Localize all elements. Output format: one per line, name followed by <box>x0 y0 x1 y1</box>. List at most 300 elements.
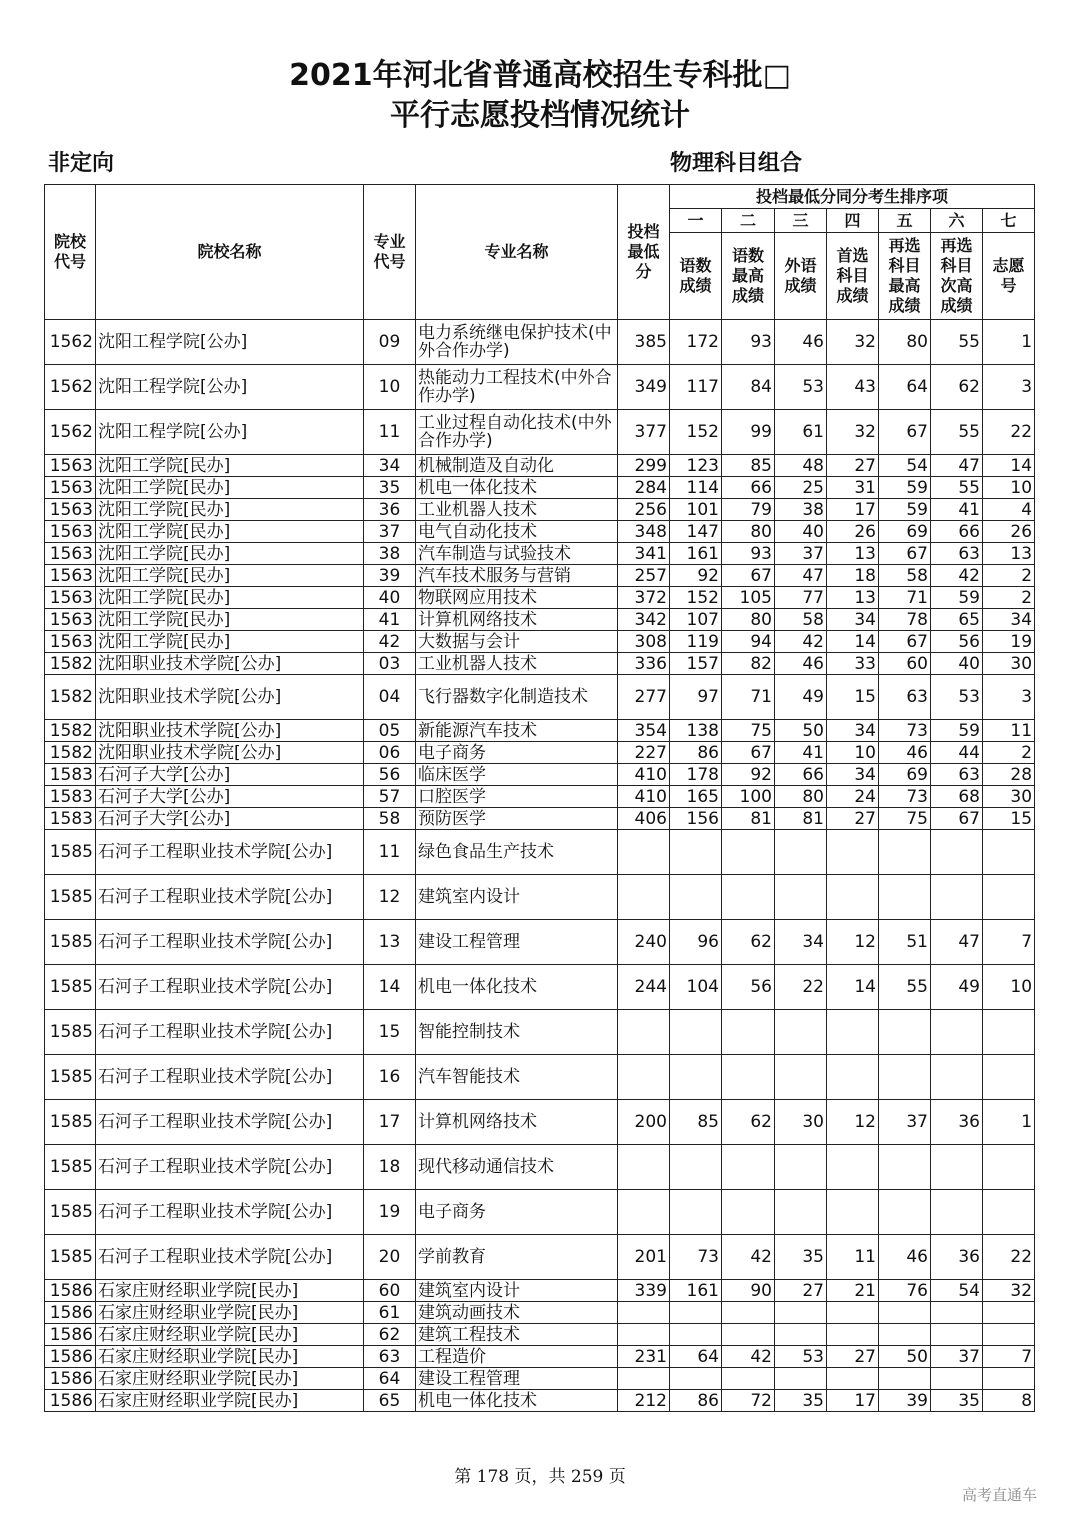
school-name-cell: 沈阳工学院[民办] <box>96 499 364 521</box>
table-row <box>45 1235 1035 1280</box>
score-cell: 50 <box>775 720 827 742</box>
school-code-cell: 1583 <box>45 786 96 808</box>
major-code-cell: 10 <box>364 365 416 410</box>
score-cell: 73 <box>879 786 931 808</box>
score-cell: 48 <box>775 455 827 477</box>
major-name-cell: 建设工程管理 <box>416 920 618 965</box>
major-code-cell: 38 <box>364 543 416 565</box>
score-cell <box>775 830 827 875</box>
score-cell <box>931 1302 983 1324</box>
score-cell: 178 <box>670 764 722 786</box>
header-school-name: 院校名称 <box>96 185 364 320</box>
score-cell: 19 <box>983 631 1035 653</box>
school-name-cell: 石家庄财经职业学院[民办] <box>96 1368 364 1390</box>
table-row <box>45 653 1035 675</box>
score-cell: 41 <box>931 499 983 521</box>
table-row <box>45 521 1035 543</box>
school-code-cell: 1563 <box>45 587 96 609</box>
score-cell <box>931 1010 983 1055</box>
score-cell: 161 <box>670 1280 722 1302</box>
score-cell <box>618 830 670 875</box>
major-name-cell: 口腔医学 <box>416 786 618 808</box>
school-code-cell: 1586 <box>45 1302 96 1324</box>
major-name-cell: 建筑工程技术 <box>416 1324 618 1346</box>
table-row <box>45 742 1035 764</box>
header-item-7: 志愿号 <box>983 233 1035 320</box>
school-name-cell: 沈阳工学院[民办] <box>96 609 364 631</box>
score-cell: 34 <box>827 720 879 742</box>
score-cell: 165 <box>670 786 722 808</box>
school-name-cell: 沈阳职业技术学院[公办] <box>96 653 364 675</box>
score-cell: 82 <box>722 653 775 675</box>
school-name-cell: 沈阳工学院[民办] <box>96 543 364 565</box>
table-row <box>45 764 1035 786</box>
school-name-cell: 石河子工程职业技术学院[公办] <box>96 875 364 920</box>
score-cell: 67 <box>879 410 931 455</box>
score-cell: 336 <box>618 653 670 675</box>
score-cell: 13 <box>827 587 879 609</box>
table-row <box>45 965 1035 1010</box>
score-cell <box>722 830 775 875</box>
score-cell: 86 <box>670 1390 722 1412</box>
score-cell: 34 <box>827 609 879 631</box>
score-cell <box>722 1368 775 1390</box>
school-name-cell: 沈阳工学院[民办] <box>96 565 364 587</box>
score-cell <box>618 1324 670 1346</box>
score-cell: 22 <box>775 965 827 1010</box>
score-cell: 152 <box>670 410 722 455</box>
score-cell: 73 <box>670 1235 722 1280</box>
score-cell <box>827 830 879 875</box>
score-cell: 24 <box>827 786 879 808</box>
major-name-cell: 工业机器人技术 <box>416 653 618 675</box>
score-cell: 10 <box>983 965 1035 1010</box>
score-cell <box>722 1302 775 1324</box>
score-cell: 47 <box>775 565 827 587</box>
major-code-cell: 63 <box>364 1346 416 1368</box>
school-name-cell: 沈阳职业技术学院[公办] <box>96 720 364 742</box>
major-code-cell: 16 <box>364 1055 416 1100</box>
score-cell <box>827 1055 879 1100</box>
score-cell <box>618 1145 670 1190</box>
score-cell <box>983 1368 1035 1390</box>
school-code-cell: 1582 <box>45 675 96 720</box>
score-cell: 15 <box>827 675 879 720</box>
score-cell <box>983 1190 1035 1235</box>
score-cell: 372 <box>618 587 670 609</box>
score-cell <box>983 830 1035 875</box>
score-cell: 32 <box>827 410 879 455</box>
table-row <box>45 720 1035 742</box>
major-name-cell: 工业过程自动化技术(中外合作办学) <box>416 410 618 455</box>
watermark: 高考直通车 <box>962 1486 1038 1504</box>
score-cell: 172 <box>670 320 722 365</box>
score-cell: 38 <box>775 499 827 521</box>
school-code-cell: 1585 <box>45 830 96 875</box>
score-cell: 99 <box>722 410 775 455</box>
school-code-cell: 1585 <box>45 1190 96 1235</box>
score-cell: 80 <box>722 609 775 631</box>
score-cell: 35 <box>775 1235 827 1280</box>
major-code-cell: 62 <box>364 1324 416 1346</box>
score-cell: 21 <box>827 1280 879 1302</box>
score-cell: 81 <box>722 808 775 830</box>
score-cell: 68 <box>931 786 983 808</box>
page-title-line2: 平行志愿投档情况统计 <box>390 98 690 133</box>
score-cell: 14 <box>827 631 879 653</box>
score-cell <box>618 1055 670 1100</box>
score-cell <box>670 1190 722 1235</box>
score-cell <box>618 1302 670 1324</box>
score-cell: 42 <box>722 1346 775 1368</box>
major-code-cell: 12 <box>364 875 416 920</box>
score-cell <box>722 1190 775 1235</box>
score-cell <box>722 875 775 920</box>
school-code-cell: 1563 <box>45 499 96 521</box>
score-cell: 36 <box>931 1235 983 1280</box>
score-cell <box>931 1368 983 1390</box>
score-cell: 104 <box>670 965 722 1010</box>
score-cell: 17 <box>827 1390 879 1412</box>
score-cell: 26 <box>983 521 1035 543</box>
major-name-cell: 电力系统继电保护技术(中外合作办学) <box>416 320 618 365</box>
score-cell <box>983 1324 1035 1346</box>
school-name-cell: 沈阳工程学院[公办] <box>96 410 364 455</box>
score-cell: 37 <box>879 1100 931 1145</box>
score-cell: 212 <box>618 1390 670 1412</box>
score-cell: 81 <box>775 808 827 830</box>
score-cell <box>827 875 879 920</box>
score-cell <box>775 1055 827 1100</box>
score-cell <box>879 1055 931 1100</box>
score-cell: 66 <box>722 477 775 499</box>
major-name-cell: 汽车智能技术 <box>416 1055 618 1100</box>
school-code-cell: 1585 <box>45 1145 96 1190</box>
score-cell: 34 <box>983 609 1035 631</box>
table-row <box>45 631 1035 653</box>
score-cell <box>670 1368 722 1390</box>
school-name-cell: 石河子大学[公办] <box>96 808 364 830</box>
score-cell: 100 <box>722 786 775 808</box>
major-code-cell: 36 <box>364 499 416 521</box>
header-tiebreak-group: 投档最低分同分考生排序项 <box>670 185 1035 209</box>
school-name-cell: 沈阳工学院[民办] <box>96 587 364 609</box>
admission-table <box>44 184 1035 1412</box>
major-name-cell: 现代移动通信技术 <box>416 1145 618 1190</box>
score-cell: 101 <box>670 499 722 521</box>
school-code-cell: 1563 <box>45 565 96 587</box>
table-row <box>45 1190 1035 1235</box>
school-code-cell: 1563 <box>45 477 96 499</box>
score-cell <box>775 1302 827 1324</box>
score-cell: 47 <box>931 920 983 965</box>
score-cell <box>775 1190 827 1235</box>
score-cell: 62 <box>931 365 983 410</box>
score-cell: 78 <box>879 609 931 631</box>
score-cell: 73 <box>879 720 931 742</box>
score-cell: 156 <box>670 808 722 830</box>
major-name-cell: 计算机网络技术 <box>416 1100 618 1145</box>
score-cell <box>931 830 983 875</box>
score-cell: 46 <box>879 1235 931 1280</box>
major-code-cell: 58 <box>364 808 416 830</box>
score-cell: 406 <box>618 808 670 830</box>
major-code-cell: 65 <box>364 1390 416 1412</box>
score-cell: 67 <box>879 631 931 653</box>
score-cell: 75 <box>879 808 931 830</box>
school-code-cell: 1586 <box>45 1324 96 1346</box>
school-code-cell: 1582 <box>45 653 96 675</box>
major-name-cell: 机械制造及自动化 <box>416 455 618 477</box>
score-cell: 97 <box>670 675 722 720</box>
major-name-cell: 建筑室内设计 <box>416 875 618 920</box>
score-cell: 92 <box>722 764 775 786</box>
score-cell <box>879 1324 931 1346</box>
score-cell: 46 <box>775 653 827 675</box>
school-code-cell: 1563 <box>45 455 96 477</box>
score-cell: 231 <box>618 1346 670 1368</box>
school-name-cell: 石河子大学[公办] <box>96 764 364 786</box>
score-cell: 41 <box>775 742 827 764</box>
school-name-cell: 石河子工程职业技术学院[公办] <box>96 1055 364 1100</box>
score-cell: 67 <box>722 742 775 764</box>
score-cell: 284 <box>618 477 670 499</box>
school-code-cell: 1586 <box>45 1280 96 1302</box>
score-cell: 14 <box>827 965 879 1010</box>
header-order-6: 六 <box>931 209 983 233</box>
score-cell: 64 <box>879 365 931 410</box>
header-order-3: 三 <box>775 209 827 233</box>
score-cell: 46 <box>879 742 931 764</box>
major-code-cell: 42 <box>364 631 416 653</box>
score-cell: 10 <box>827 742 879 764</box>
school-name-cell: 石河子工程职业技术学院[公办] <box>96 1010 364 1055</box>
subject-combination-label: 物理科目组合 <box>670 151 803 176</box>
major-name-cell: 机电一体化技术 <box>416 1390 618 1412</box>
score-cell: 26 <box>827 521 879 543</box>
score-cell: 93 <box>722 320 775 365</box>
score-cell <box>775 1324 827 1346</box>
score-cell: 257 <box>618 565 670 587</box>
score-cell <box>879 1302 931 1324</box>
header-item-4: 首选科目成绩 <box>827 233 879 320</box>
score-cell: 17 <box>827 499 879 521</box>
table-row <box>45 1100 1035 1145</box>
page-title: 2021年河北省普通高校招生专科批□ <box>289 58 791 93</box>
score-cell: 76 <box>879 1280 931 1302</box>
score-cell: 55 <box>931 410 983 455</box>
major-name-cell: 工程造价 <box>416 1346 618 1368</box>
school-code-cell: 1585 <box>45 1100 96 1145</box>
major-name-cell: 新能源汽车技术 <box>416 720 618 742</box>
score-cell: 15 <box>983 808 1035 830</box>
major-name-cell: 建设工程管理 <box>416 1368 618 1390</box>
table-row <box>45 675 1035 720</box>
score-cell <box>931 1055 983 1100</box>
score-cell: 348 <box>618 521 670 543</box>
score-cell <box>827 1368 879 1390</box>
score-cell: 43 <box>827 365 879 410</box>
major-name-cell: 汽车制造与试验技术 <box>416 543 618 565</box>
score-cell: 2 <box>983 742 1035 764</box>
score-cell <box>931 1145 983 1190</box>
score-cell: 11 <box>983 720 1035 742</box>
school-name-cell: 沈阳工学院[民办] <box>96 455 364 477</box>
score-cell <box>722 1010 775 1055</box>
school-name-cell: 石家庄财经职业学院[民办] <box>96 1390 364 1412</box>
score-cell: 2 <box>983 587 1035 609</box>
score-cell: 59 <box>931 720 983 742</box>
score-cell: 227 <box>618 742 670 764</box>
table-row <box>45 543 1035 565</box>
score-cell <box>775 1145 827 1190</box>
school-name-cell: 沈阳职业技术学院[公办] <box>96 675 364 720</box>
score-cell: 37 <box>931 1346 983 1368</box>
major-name-cell: 电气自动化技术 <box>416 521 618 543</box>
score-cell: 7 <box>983 1346 1035 1368</box>
score-cell: 30 <box>983 653 1035 675</box>
score-cell: 4 <box>983 499 1035 521</box>
major-name-cell: 物联网应用技术 <box>416 587 618 609</box>
score-cell: 22 <box>983 1235 1035 1280</box>
school-code-cell: 1563 <box>45 543 96 565</box>
score-cell: 410 <box>618 764 670 786</box>
major-code-cell: 11 <box>364 410 416 455</box>
score-cell: 71 <box>879 587 931 609</box>
header-order-7: 七 <box>983 209 1035 233</box>
table-row <box>45 920 1035 965</box>
score-cell: 7 <box>983 920 1035 965</box>
score-cell: 157 <box>670 653 722 675</box>
score-cell: 13 <box>827 543 879 565</box>
table-row <box>45 1346 1035 1368</box>
major-name-cell: 预防医学 <box>416 808 618 830</box>
school-code-cell: 1563 <box>45 609 96 631</box>
major-code-cell: 56 <box>364 764 416 786</box>
score-cell: 299 <box>618 455 670 477</box>
header-order-5: 五 <box>879 209 931 233</box>
school-code-cell: 1582 <box>45 742 96 764</box>
score-cell: 244 <box>618 965 670 1010</box>
score-cell <box>827 1010 879 1055</box>
score-cell: 69 <box>879 521 931 543</box>
score-cell: 80 <box>775 786 827 808</box>
score-cell: 62 <box>722 1100 775 1145</box>
major-name-cell: 汽车技术服务与营销 <box>416 565 618 587</box>
major-code-cell: 34 <box>364 455 416 477</box>
school-code-cell: 1562 <box>45 365 96 410</box>
score-cell: 75 <box>722 720 775 742</box>
score-cell <box>670 1324 722 1346</box>
score-cell: 354 <box>618 720 670 742</box>
score-cell: 123 <box>670 455 722 477</box>
table-row <box>45 587 1035 609</box>
score-cell: 50 <box>879 1346 931 1368</box>
major-name-cell: 大数据与会计 <box>416 631 618 653</box>
score-cell: 59 <box>879 477 931 499</box>
school-code-cell: 1586 <box>45 1368 96 1390</box>
score-cell: 349 <box>618 365 670 410</box>
score-cell: 94 <box>722 631 775 653</box>
score-cell: 32 <box>827 320 879 365</box>
score-cell <box>722 1145 775 1190</box>
score-cell: 12 <box>827 920 879 965</box>
major-name-cell: 电子商务 <box>416 1190 618 1235</box>
school-name-cell: 石家庄财经职业学院[民办] <box>96 1302 364 1324</box>
score-cell <box>618 875 670 920</box>
score-cell: 410 <box>618 786 670 808</box>
score-cell: 54 <box>931 1280 983 1302</box>
major-name-cell: 热能动力工程技术(中外合作办学) <box>416 365 618 410</box>
score-cell <box>931 875 983 920</box>
score-cell: 30 <box>983 786 1035 808</box>
score-cell: 51 <box>879 920 931 965</box>
header-major-name: 专业名称 <box>416 185 618 320</box>
major-name-cell: 学前教育 <box>416 1235 618 1280</box>
score-cell: 56 <box>722 965 775 1010</box>
table-row <box>45 565 1035 587</box>
score-cell: 42 <box>931 565 983 587</box>
score-cell <box>670 830 722 875</box>
score-cell: 1 <box>983 1100 1035 1145</box>
school-name-cell: 石河子工程职业技术学院[公办] <box>96 1100 364 1145</box>
school-code-cell: 1583 <box>45 808 96 830</box>
table-row <box>45 875 1035 920</box>
score-cell: 53 <box>775 365 827 410</box>
score-cell: 69 <box>879 764 931 786</box>
score-cell: 79 <box>722 499 775 521</box>
school-code-cell: 1585 <box>45 1235 96 1280</box>
score-cell: 30 <box>775 1100 827 1145</box>
header-school-code: 院校代号 <box>45 185 96 320</box>
major-name-cell: 绿色食品生产技术 <box>416 830 618 875</box>
score-cell: 92 <box>670 565 722 587</box>
score-cell: 77 <box>775 587 827 609</box>
score-cell: 32 <box>983 1280 1035 1302</box>
score-cell: 90 <box>722 1280 775 1302</box>
table-row <box>45 1390 1035 1412</box>
score-cell: 27 <box>827 808 879 830</box>
score-cell <box>775 875 827 920</box>
table-row <box>45 830 1035 875</box>
header-order-2: 二 <box>722 209 775 233</box>
score-cell: 34 <box>827 764 879 786</box>
table-row <box>45 455 1035 477</box>
major-code-cell: 37 <box>364 521 416 543</box>
school-name-cell: 石河子工程职业技术学院[公办] <box>96 1235 364 1280</box>
score-cell <box>879 1145 931 1190</box>
major-code-cell: 41 <box>364 609 416 631</box>
header-min-score: 投档最低分 <box>618 185 670 320</box>
table-row <box>45 1368 1035 1390</box>
score-cell: 61 <box>775 410 827 455</box>
table-row <box>45 410 1035 455</box>
school-name-cell: 石河子工程职业技术学院[公办] <box>96 965 364 1010</box>
school-code-cell: 1582 <box>45 720 96 742</box>
score-cell: 201 <box>618 1235 670 1280</box>
major-name-cell: 机电一体化技术 <box>416 477 618 499</box>
header-item-5: 再选科目最高成绩 <box>879 233 931 320</box>
score-cell: 85 <box>670 1100 722 1145</box>
table-row <box>45 365 1035 410</box>
score-cell <box>670 1302 722 1324</box>
table-row <box>45 1324 1035 1346</box>
school-name-cell: 石家庄财经职业学院[民办] <box>96 1280 364 1302</box>
score-cell: 64 <box>670 1346 722 1368</box>
score-cell: 13 <box>983 543 1035 565</box>
score-cell: 65 <box>931 609 983 631</box>
table-row <box>45 1280 1035 1302</box>
